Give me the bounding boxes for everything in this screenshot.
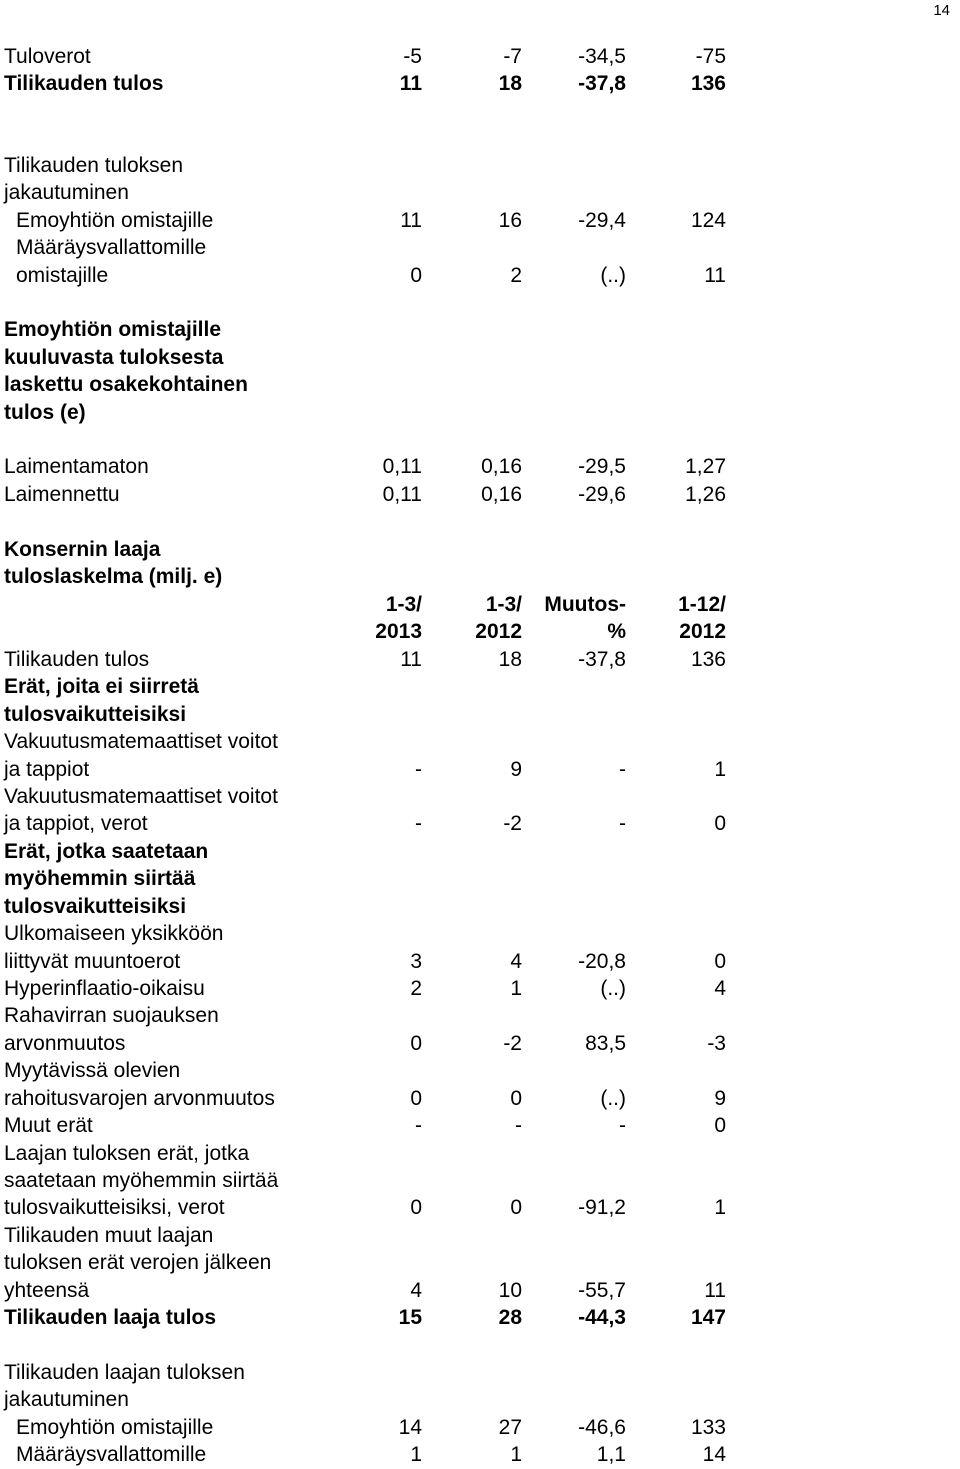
cell-q1-2012: 4 bbox=[510, 950, 522, 973]
row-label: yhteensä bbox=[4, 1279, 90, 1302]
cell-q1-2013: 11 bbox=[400, 209, 422, 232]
cell-q1-2013: 3 bbox=[410, 950, 422, 973]
table-row bbox=[0, 948, 960, 976]
cell-q1-2012: 16 bbox=[498, 209, 522, 232]
cell-change-pct: - bbox=[619, 758, 626, 781]
cell-q1-2012: 0,16 bbox=[481, 455, 522, 478]
table-row bbox=[0, 262, 960, 290]
column-header-q1-2012: 2012 bbox=[475, 620, 522, 643]
row-label: Tilikauden tulos bbox=[4, 648, 150, 671]
cell-q1-2013: 0,11 bbox=[382, 455, 422, 478]
cell-q1-2013: 15 bbox=[398, 1306, 422, 1329]
cell-change-pct: -29,6 bbox=[578, 483, 626, 506]
row-label: laskettu osakekohtainen bbox=[4, 373, 248, 396]
table-row bbox=[0, 646, 960, 674]
table-row bbox=[0, 1002, 960, 1030]
cell-fy-2012: 136 bbox=[690, 648, 726, 671]
table-row bbox=[0, 1167, 960, 1195]
table-row bbox=[0, 344, 960, 372]
cell-change-pct: -44,3 bbox=[578, 1306, 626, 1329]
cell-change-pct: -91,2 bbox=[578, 1196, 626, 1219]
table-row bbox=[0, 893, 960, 921]
row-label: Laimentamaton bbox=[4, 455, 149, 478]
cell-fy-2012: -75 bbox=[695, 45, 726, 68]
row-label: tuloslaskelma (milj. e) bbox=[4, 565, 223, 588]
page-number: 14 bbox=[933, 2, 950, 19]
row-label: jakautuminen bbox=[4, 181, 129, 204]
table-row bbox=[0, 399, 960, 427]
row-label: Tilikauden tuloksen bbox=[4, 154, 183, 177]
row-label: Laajan tuloksen erät, jotka bbox=[4, 1142, 250, 1165]
table-row bbox=[0, 1222, 960, 1250]
cell-fy-2012: 1,27 bbox=[685, 455, 726, 478]
cell-q1-2013: 11 bbox=[400, 648, 422, 671]
row-label: omistajille bbox=[16, 264, 109, 287]
table-row bbox=[0, 1194, 960, 1222]
table-row bbox=[0, 920, 960, 948]
cell-q1-2012: -7 bbox=[503, 45, 522, 68]
column-header-change: Muutos- bbox=[544, 593, 626, 616]
table-row bbox=[0, 838, 960, 866]
cell-change-pct: (..) bbox=[600, 977, 626, 1000]
cell-q1-2013: 4 bbox=[410, 1279, 422, 1302]
column-header-q1-2013: 2013 bbox=[375, 620, 422, 643]
cell-fy-2012: 4 bbox=[714, 977, 726, 1000]
cell-change-pct: -37,8 bbox=[578, 72, 626, 95]
cell-fy-2012: 14 bbox=[702, 1443, 726, 1466]
table-row bbox=[0, 1304, 960, 1332]
cell-change-pct: -34,5 bbox=[578, 45, 626, 68]
cell-q1-2012: 0 bbox=[510, 1196, 522, 1219]
cell-fy-2012: 1 bbox=[714, 758, 726, 781]
cell-change-pct: -46,6 bbox=[578, 1416, 626, 1439]
table-row bbox=[0, 1441, 960, 1469]
cell-fy-2012: 124 bbox=[690, 209, 726, 232]
cell-change-pct: 1,1 bbox=[596, 1443, 626, 1466]
table-row bbox=[0, 371, 960, 399]
row-label: myöhemmin siirtää bbox=[4, 867, 196, 890]
cell-q1-2013: 0 bbox=[410, 264, 422, 287]
table-row bbox=[0, 1085, 960, 1113]
cell-change-pct: -20,8 bbox=[578, 950, 626, 973]
row-label: Rahavirran suojauksen bbox=[4, 1004, 219, 1027]
cell-change-pct: -55,7 bbox=[578, 1279, 626, 1302]
cell-q1-2013: - bbox=[415, 812, 422, 835]
cell-change-pct: (..) bbox=[600, 1087, 626, 1110]
row-label: Tilikauden tulos bbox=[4, 72, 164, 95]
cell-q1-2013: 0 bbox=[410, 1196, 422, 1219]
row-label: Erät, joita ei siirretä bbox=[4, 675, 199, 698]
cell-q1-2012: -2 bbox=[503, 1032, 522, 1055]
column-header-row bbox=[0, 618, 960, 646]
column-header-q1-2012: 1-3/ bbox=[485, 593, 522, 616]
cell-change-pct: -29,4 bbox=[578, 209, 626, 232]
row-label: Vakuutusmatemaattiset voitot bbox=[4, 785, 278, 808]
cell-q1-2012: 28 bbox=[498, 1306, 522, 1329]
cell-fy-2012: 11 bbox=[704, 1279, 726, 1302]
cell-q1-2012: 10 bbox=[498, 1279, 522, 1302]
table-row bbox=[0, 810, 960, 838]
cell-fy-2012: -3 bbox=[707, 1032, 726, 1055]
table-row bbox=[0, 1140, 960, 1168]
column-header-fy-2012: 1-12/ bbox=[678, 593, 726, 616]
cell-q1-2013: 11 bbox=[399, 72, 422, 95]
row-label: rahoitusvarojen arvonmuutos bbox=[4, 1087, 275, 1110]
table-row bbox=[0, 152, 960, 180]
row-label: tulosvaikutteisiksi, verot bbox=[4, 1196, 225, 1219]
cell-q1-2012: 0,16 bbox=[481, 483, 522, 506]
cell-change-pct: 83,5 bbox=[585, 1032, 626, 1055]
table-row bbox=[0, 865, 960, 893]
row-label: Konsernin laaja bbox=[4, 538, 161, 561]
row-label: Emoyhtiön omistajille bbox=[16, 1416, 214, 1439]
table-row bbox=[0, 179, 960, 207]
row-label: tulos (e) bbox=[4, 401, 86, 424]
row-label: Myytävissä olevien bbox=[4, 1059, 181, 1082]
row-label: Tuloverot bbox=[4, 45, 91, 68]
table-row bbox=[0, 1414, 960, 1442]
row-label: Erät, jotka saatetaan bbox=[4, 840, 209, 863]
table-row bbox=[0, 1112, 960, 1140]
cell-q1-2013: 0,11 bbox=[382, 483, 422, 506]
cell-q1-2013: 14 bbox=[398, 1416, 422, 1439]
table-row bbox=[0, 43, 960, 71]
row-label: Muut erät bbox=[4, 1114, 93, 1137]
cell-q1-2012: 0 bbox=[510, 1087, 522, 1110]
row-label: ja tappiot bbox=[4, 758, 90, 781]
table-row bbox=[0, 1359, 960, 1387]
table-row bbox=[0, 1057, 960, 1085]
row-label: Hyperinflaatio-oikaisu bbox=[4, 977, 205, 1000]
row-label: Ulkomaiseen yksikköön bbox=[4, 922, 224, 945]
table-row bbox=[0, 728, 960, 756]
row-label: Vakuutusmatemaattiset voitot bbox=[4, 730, 278, 753]
cell-change-pct: (..) bbox=[600, 264, 626, 287]
table-row bbox=[0, 1249, 960, 1277]
cell-q1-2012: 1 bbox=[510, 977, 522, 1000]
cell-q1-2013: 1 bbox=[410, 1443, 422, 1466]
table-row bbox=[0, 207, 960, 235]
table-row bbox=[0, 316, 960, 344]
cell-q1-2013: -5 bbox=[403, 45, 422, 68]
cell-q1-2013: 0 bbox=[410, 1087, 422, 1110]
column-header-fy-2012: 2012 bbox=[679, 620, 726, 643]
table-row bbox=[0, 234, 960, 262]
cell-q1-2012: 2 bbox=[510, 264, 522, 287]
table-row bbox=[0, 756, 960, 784]
cell-fy-2012: 0 bbox=[714, 1114, 726, 1137]
column-header-row bbox=[0, 591, 960, 619]
cell-q1-2012: - bbox=[515, 1114, 522, 1137]
cell-q1-2013: 0 bbox=[410, 1032, 422, 1055]
cell-fy-2012: 9 bbox=[714, 1087, 726, 1110]
cell-q1-2013: - bbox=[415, 758, 422, 781]
row-label: Määräysvallattomille bbox=[16, 236, 207, 259]
cell-fy-2012: 0 bbox=[714, 812, 726, 835]
cell-change-pct: -37,8 bbox=[578, 648, 626, 671]
column-header-change: % bbox=[607, 620, 626, 643]
table-row bbox=[0, 1277, 960, 1305]
cell-q1-2013: - bbox=[415, 1114, 422, 1137]
row-label: tuloksen erät verojen jälkeen bbox=[4, 1251, 272, 1274]
row-label: jakautuminen bbox=[4, 1388, 129, 1411]
table-row bbox=[0, 673, 960, 701]
table-row bbox=[0, 701, 960, 729]
cell-q1-2012: 27 bbox=[498, 1416, 522, 1439]
cell-q1-2013: 2 bbox=[410, 977, 422, 1000]
table-row bbox=[0, 1386, 960, 1414]
table-row bbox=[0, 783, 960, 811]
column-header-q1-2013: 1-3/ bbox=[385, 593, 422, 616]
row-label: tulosvaikutteisiksi bbox=[4, 703, 187, 726]
row-label: Laimennettu bbox=[4, 483, 120, 506]
cell-fy-2012: 1,26 bbox=[685, 483, 726, 506]
row-label: Tilikauden muut laajan bbox=[4, 1224, 214, 1247]
table-row bbox=[0, 453, 960, 481]
cell-q1-2012: -2 bbox=[503, 812, 522, 835]
row-label: kuuluvasta tuloksesta bbox=[4, 346, 224, 369]
row-label: Emoyhtiön omistajille bbox=[4, 318, 222, 341]
table-row bbox=[0, 1030, 960, 1058]
cell-q1-2012: 18 bbox=[498, 72, 522, 95]
cell-change-pct: - bbox=[619, 1114, 626, 1137]
row-label: Tilikauden laaja tulos bbox=[4, 1306, 217, 1329]
cell-change-pct: -29,5 bbox=[578, 455, 626, 478]
row-label: Emoyhtiön omistajille bbox=[16, 209, 214, 232]
cell-fy-2012: 11 bbox=[704, 264, 726, 287]
cell-fy-2012: 0 bbox=[714, 950, 726, 973]
cell-q1-2012: 18 bbox=[498, 648, 522, 671]
row-label: liittyvät muuntoerot bbox=[4, 950, 181, 973]
row-label: Tilikauden laajan tuloksen bbox=[4, 1361, 245, 1384]
cell-change-pct: - bbox=[619, 812, 626, 835]
cell-fy-2012: 1 bbox=[714, 1196, 726, 1219]
cell-fy-2012: 133 bbox=[690, 1416, 726, 1439]
row-label: arvonmuutos bbox=[4, 1032, 126, 1055]
cell-q1-2012: 9 bbox=[510, 758, 522, 781]
cell-q1-2012: 1 bbox=[510, 1443, 522, 1466]
cell-fy-2012: 136 bbox=[690, 72, 726, 95]
table-row bbox=[0, 975, 960, 1003]
row-label: tulosvaikutteisiksi bbox=[4, 895, 187, 918]
cell-fy-2012: 147 bbox=[690, 1306, 726, 1329]
table-row bbox=[0, 70, 960, 98]
row-label: Määräysvallattomille bbox=[16, 1443, 207, 1466]
row-label: saatetaan myöhemmin siirtää bbox=[4, 1169, 279, 1192]
table-row bbox=[0, 481, 960, 509]
row-label: ja tappiot, verot bbox=[4, 812, 148, 835]
section-title bbox=[0, 563, 960, 591]
section-title bbox=[0, 536, 960, 564]
